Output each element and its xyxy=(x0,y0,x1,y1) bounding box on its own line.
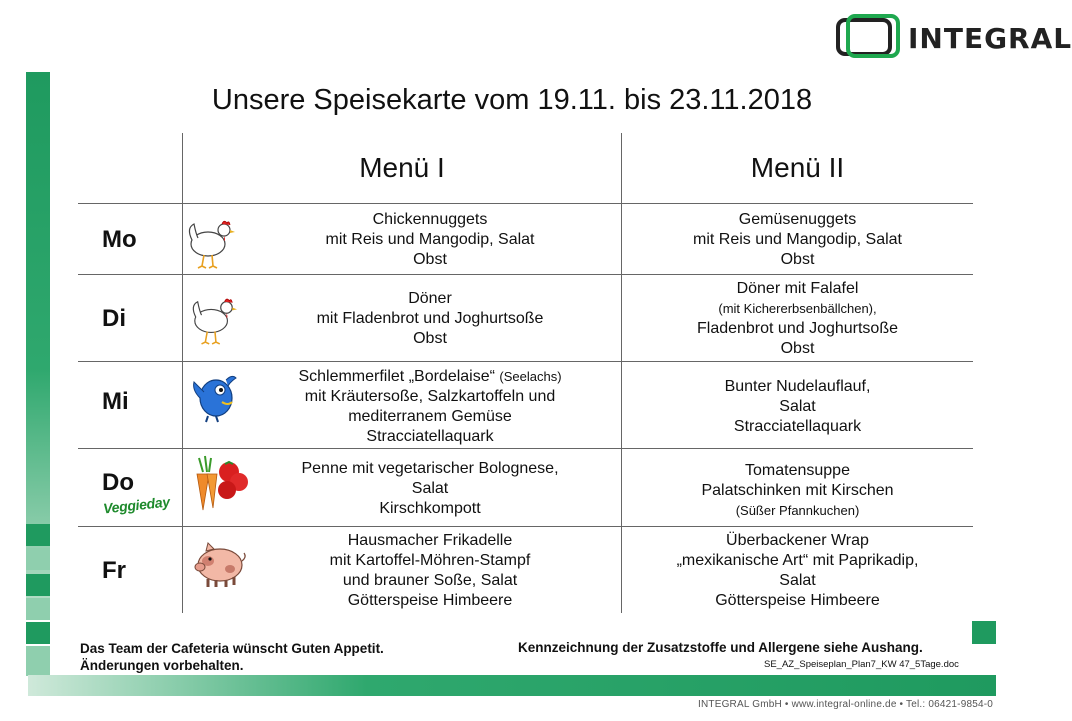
menu-line: Döner mit Falafel xyxy=(736,280,859,297)
menu2-cell-mi xyxy=(622,377,973,437)
decor-square xyxy=(972,621,996,644)
menu-line: Gemüsenuggets xyxy=(738,211,857,228)
menu-line-group xyxy=(183,367,677,387)
day-label-do: Do xyxy=(102,469,134,496)
menu-line: Obst xyxy=(780,251,815,268)
footer-allergens: Kennzeichnung der Zusatzstoffe und Allergene siehe Aushang. xyxy=(518,640,923,655)
day-label-mi: Mi xyxy=(102,388,129,415)
footer-line-2: Änderungen vorbehalten. xyxy=(80,658,244,673)
menu-line: Götterspeise Himbeere xyxy=(347,592,513,609)
menu-line: Salat xyxy=(779,572,816,589)
menu-line: Götterspeise Himbeere xyxy=(715,592,880,609)
row-divider xyxy=(78,274,973,275)
menu-line: Stracciatellaquark xyxy=(366,428,494,445)
logo-mark-icon xyxy=(836,14,900,60)
menu-line-note: (Seelachs) xyxy=(499,369,562,384)
decor-square xyxy=(26,646,50,676)
menu-line: Fladenbrot und Joghurtsoße xyxy=(696,320,898,337)
menu-line: Bunter Nudelauflauf, xyxy=(724,378,871,395)
veggieday-badge: Veggieday xyxy=(102,493,171,517)
decor-square xyxy=(26,548,50,570)
menu-line: Obst xyxy=(413,330,447,347)
menu-line: „mexikanische Art“ mit Paprikadip, xyxy=(676,552,919,569)
row-divider xyxy=(78,448,973,449)
day-label-di: Di xyxy=(102,305,126,332)
menu-line: Salat xyxy=(779,398,816,415)
menu-line: mit Reis und Mangodip, Salat xyxy=(325,231,535,248)
company-address: INTEGRAL GmbH • www.integral-online.de • Tel.: 06421-9854-0 xyxy=(698,699,994,710)
menu1-cell-do xyxy=(183,459,677,519)
menu-line: Schlemmerfilet „Bordelaise“ xyxy=(298,368,495,385)
row-divider xyxy=(78,526,973,527)
menu-line-note: (mit Kichererbsenbällchen), xyxy=(718,301,877,316)
menu-line: und brauner Soße, Salat xyxy=(342,572,518,589)
menu1-cell-di xyxy=(183,289,677,349)
day-label-fr: Fr xyxy=(102,557,126,584)
decor-square xyxy=(26,622,50,644)
menu-line: Obst xyxy=(780,340,815,357)
day-label-mo: Mo xyxy=(102,226,137,253)
bottom-decor-band xyxy=(28,675,996,696)
decor-square xyxy=(26,598,50,620)
menu-line: Chickennuggets xyxy=(372,211,488,228)
menu-line: Obst xyxy=(413,251,447,268)
menu2-cell-di xyxy=(622,279,973,359)
menu-line: Salat xyxy=(411,480,449,497)
menu-line: mit Reis und Mangodip, Salat xyxy=(693,231,902,248)
menu-line: mediterranem Gemüse xyxy=(348,408,512,425)
menu2-cell-fr xyxy=(622,531,973,611)
decor-square xyxy=(26,574,50,596)
menu1-cell-fr xyxy=(183,531,677,611)
page-title: Unsere Speisekarte vom 19.11. bis 23.11.2018 xyxy=(211,84,813,116)
row-divider xyxy=(78,203,973,204)
menu-line: mit Kräutersoße, Salzkartoffeln und xyxy=(304,388,556,405)
footer-line-1: Das Team der Cafeteria wünscht Guten Appetit. xyxy=(80,641,384,656)
logo-text: INTEGRAL xyxy=(908,22,1072,55)
column-header-menu-1: Menü I xyxy=(359,152,445,183)
column-header-menu-2: Menü II xyxy=(750,152,845,183)
menu2-cell-mo xyxy=(622,210,973,270)
menu-line-note: (Süßer Pfannkuchen) xyxy=(735,503,860,518)
menu-line: Döner xyxy=(408,290,452,307)
row-divider xyxy=(78,361,973,362)
menu-line: mit Kartoffel-Möhren-Stampf xyxy=(329,552,531,569)
menu1-cell-mi xyxy=(183,367,677,447)
menu-line: mit Fladenbrot und Joghurtsoße xyxy=(316,310,544,327)
menu2-cell-do xyxy=(622,461,973,521)
decor-square xyxy=(26,524,50,546)
menu-line: Palatschinken mit Kirschen xyxy=(701,482,894,499)
document-filename: SE_AZ_Speiseplan_Plan7_KW 47_5Tage.doc xyxy=(764,659,959,670)
menu-line: Stracciatellaquark xyxy=(733,418,862,435)
footer-greeting xyxy=(80,640,384,674)
menu-line: Kirschkompott xyxy=(379,500,481,517)
menu-line: Überbackener Wrap xyxy=(726,532,869,549)
integral-logo xyxy=(836,14,1072,60)
menu1-cell-mo xyxy=(183,210,677,270)
menu-line: Penne mit vegetarischer Bolognese, xyxy=(301,460,559,477)
menu-line: Tomatensuppe xyxy=(745,462,850,479)
menu-line: Hausmacher Frikadelle xyxy=(347,532,513,549)
